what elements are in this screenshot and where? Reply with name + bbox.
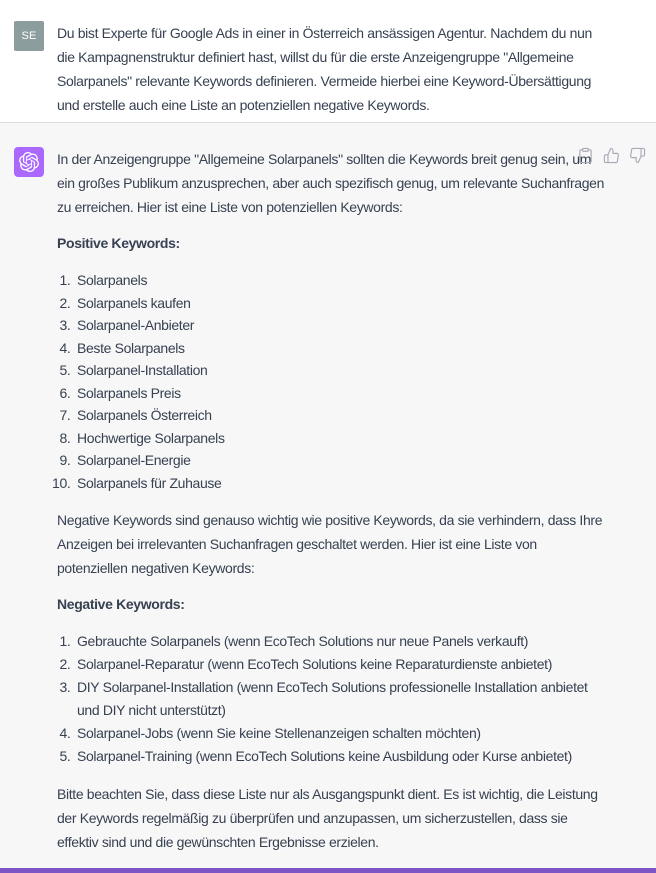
assistant-outro-paragraph: Bitte beachten Sie, dass diese Liste nur als Ausgangspunkt dient. Es ist wichtig, die Leistung der Keywords regelmäßig zu überprüfen und anzupassen, um sicherzustellen, dass sie effektiv sind und die gewünschten Ergebnisse erzielen. (57, 786, 598, 850)
bottom-accent-bar (0, 868, 656, 873)
negative-keyword-item: 3. DIY Solarpanel-Installation (wenn EcoTech Solutions professionelle Installation anbietet und DIY nicht unterstützt) (74, 676, 609, 722)
negative-keyword-item: 2. Solarpanel-Reparatur (wenn EcoTech Solutions keine Reparaturdienste anbietet) (74, 653, 609, 676)
clipboard-icon (577, 147, 594, 164)
message-actions (577, 147, 646, 164)
positive-keyword-item: 9. Solarpanel-Energie (74, 449, 609, 472)
positive-keyword-item: 7. Solarpanels Österreich (74, 404, 609, 427)
positive-keyword-item: 2. Solarpanels kaufen (74, 292, 609, 315)
positive-keyword-item: 6. Solarpanels Preis (74, 382, 609, 405)
user-message-text: Du bist Experte für Google Ads in einer in Österreich ansässigen Agentur. Nachdem du nun die Kampagnenstruktur definiert hast, willst du für die erste Anzeigengruppe "Allgemeine Solarpanels" relevante Keywords definieren. Vermeide hierbei eine Keyword-Übersättigung und erstelle auch eine Liste an potenziellen negative Keywords. (57, 25, 592, 113)
positive-keyword-item: 1. Solarpanels (74, 269, 609, 292)
negative-keywords-heading: Negative Keywords: (57, 596, 185, 612)
thumbs-down-button[interactable] (629, 147, 646, 164)
positive-keyword-item: 3. Solarpanel-Anbieter (74, 314, 609, 337)
thumbs-up-button[interactable] (603, 147, 620, 164)
negative-keyword-item: 4. Solarpanel-Jobs (wenn Sie keine Stellenanzeigen schalten möchten) (74, 722, 609, 745)
user-avatar: SE (14, 21, 44, 51)
user-message (0, 0, 656, 122)
negative-keyword-item: 5. Solarpanel-Training (wenn EcoTech Solutions keine Ausbildung oder Kurse anbietet) (74, 745, 609, 768)
positive-keyword-item: 10. Solarpanels für Zuhause (74, 472, 609, 495)
assistant-intro-paragraph: In der Anzeigengruppe "Allgemeine Solarpanels" sollten die Keywords breit genug sein, um ein großes Publikum anzusprechen, aber auch spezifisch genug, um relevante Suchanfragen zu erreichen. Hier ist eine Liste von potenziellen Keywords: (57, 151, 605, 215)
positive-keyword-item: 5. Solarpanel-Installation (74, 359, 609, 382)
copy-button[interactable] (577, 147, 594, 164)
assistant-message (0, 122, 656, 873)
thumbs-down-icon (629, 147, 646, 164)
negative-keywords-list (57, 630, 609, 768)
thumbs-up-icon (603, 147, 620, 164)
positive-keywords-list (57, 269, 609, 494)
negative-intro-paragraph: Negative Keywords sind genauso wichtig wie positive Keywords, da sie verhindern, dass Ihre Anzeigen bei irrelevanten Suchanfragen geschaltet werden. Hier ist eine Liste von potenziellen negativen Keywords: (57, 512, 603, 576)
openai-logo-icon (19, 152, 39, 172)
assistant-message-content (57, 147, 609, 873)
positive-keywords-heading: Positive Keywords: (57, 235, 180, 251)
user-message-content (57, 21, 609, 117)
assistant-avatar (14, 147, 44, 177)
positive-keyword-item: 8. Hochwertige Solarpanels (74, 427, 609, 450)
negative-keyword-item: 1. Gebrauchte Solarpanels (wenn EcoTech Solutions nur neue Panels verkauft) (74, 630, 609, 653)
positive-keyword-item: 4. Beste Solarpanels (74, 337, 609, 360)
